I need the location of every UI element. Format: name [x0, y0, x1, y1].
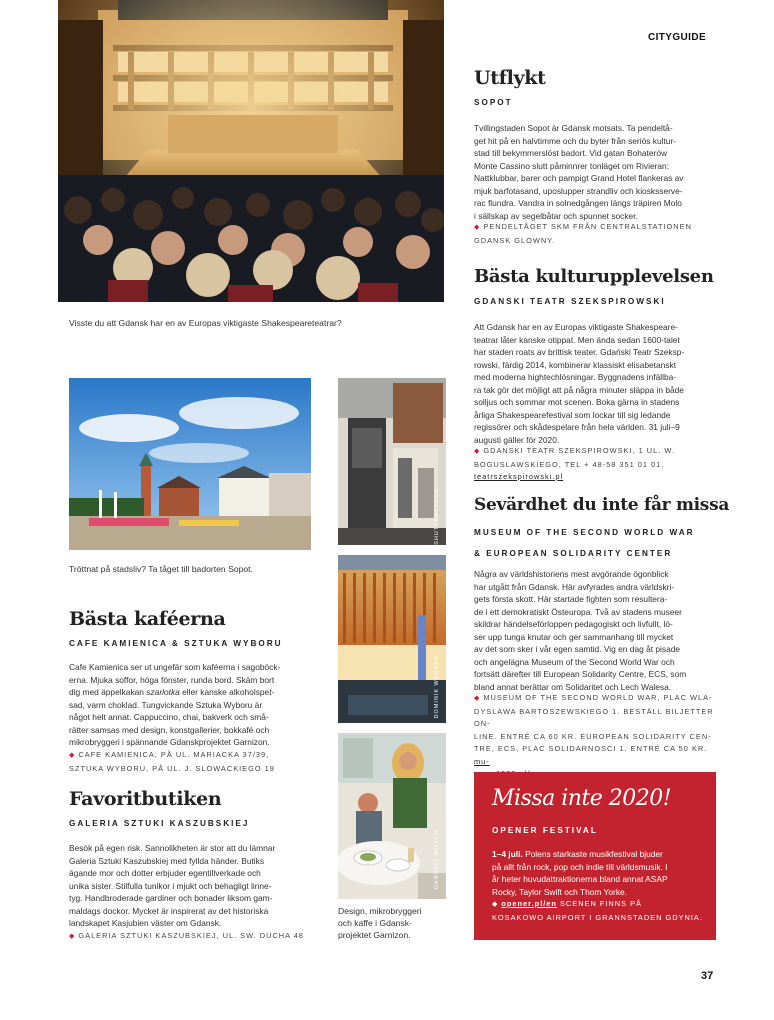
missa-info: [492, 898, 714, 924]
theatre-website-link[interactable]: teatrszekspirowski.pl: [474, 472, 564, 481]
missa-body: [492, 848, 708, 898]
body-line: har staden roats av brittisk teater. Gdański Teatr Szeksp-: [474, 347, 685, 357]
theatre-caption: Visste du att Gdansk har en av Europas viktigaste Shakespeareteatrar?: [69, 318, 342, 328]
photo-credit-2: DOMINIK WERNER: [434, 655, 440, 719]
body-line: mjuk barfotasand, uposlupper strandliv och kiosksserve-: [474, 185, 683, 196]
diamond-bullet-icon: ◆: [69, 752, 76, 759]
body-line: ägande mor och dotter erbjuder egentillverkade och: [69, 868, 261, 878]
body-line: Cafe Kamienica ser ut ungefär som kaféerna i sagoböck-: [69, 662, 281, 672]
body-line: maldags dockor. Mycket är inspirerat av det historiska: [69, 905, 269, 916]
body-line: och angelägna Museum of the Second World War och: [474, 656, 675, 667]
utflykt-kicker: SOPOT: [474, 98, 513, 107]
info-line: GALERIA SZTUKI KASZUBSKIEJ, UL. SW. DUCHA 48: [78, 931, 304, 940]
butik-kicker: GALERIA SZTUKI KASZUBSKIEJ: [69, 819, 250, 828]
theatre-illustration: [58, 0, 444, 302]
kafe-info: [69, 749, 319, 775]
cafe-illustration: [338, 733, 446, 899]
body-line: årliga Shakespearefestival som lockar till sig ledande: [474, 409, 671, 420]
photo-credit-1: SHUTTERSTOCK: [434, 488, 440, 545]
butik-body: [69, 842, 311, 930]
body-line: fortsätt därefter till European Solidarity Centre, ECS, som: [474, 669, 687, 679]
body-line: något helt annat. Cappuccino, chai, bakverk och små-: [69, 712, 269, 722]
diamond-bullet-icon: ◆: [69, 933, 76, 940]
body-line: unika sister. Stilfulla tunikor i mjukt och behagligt linne-: [69, 880, 272, 891]
info-line: BOGUSLAWSKIEGO, TEL + 48-58 351 01 01,: [474, 459, 665, 469]
butik-heading: Favoritbutiken: [69, 788, 222, 810]
body-line: augusti gäller för 2020.: [474, 434, 560, 445]
body-line: stad till bekymmerslöst badort. Vid gatan Bohaterów: [474, 148, 668, 158]
body-fragment: Polens starkaste musikfestival bjuder: [525, 849, 663, 859]
diamond-bullet-icon: ◆: [474, 695, 481, 702]
info-line: GDANSKI TEATR SZEKSPIROWSKI, 1 UL. W.: [483, 446, 675, 455]
kultur-info: [474, 445, 724, 484]
body-line: mikrobryggeri i spännande Gdanskprojektet Garnizon.: [69, 737, 270, 747]
body-line: sad, varm choklad. Tungvickande Sztuka Wyboru är: [69, 699, 263, 710]
festival-date: 1–4 juli.: [492, 849, 523, 859]
diamond-bullet-icon: ◆: [474, 224, 481, 231]
missa-inte-box: [474, 772, 716, 940]
ecs-illustration: [338, 555, 446, 723]
missa-script-title: Missa inte 2020!: [492, 786, 672, 811]
kultur-heading: Bästa kulturupplevelsen: [474, 266, 714, 287]
info-line: MUSEUM OF THE SECOND WORLD WAR, PLAC WLA-: [483, 693, 713, 702]
info-line: CAFE KAMIENICA, PÅ UL. MARIACKA 37/39,: [78, 750, 270, 759]
body-line: i sällskap av segelbåtar och spunnet socker.: [474, 210, 638, 221]
info-line: PENDELTÅGET SKM FRÅN CENTRALSTATIONEN: [483, 222, 692, 231]
kicker-line: & EUROPEAN SOLIDARITY CENTER: [474, 549, 673, 558]
info-line: GDANSK GLOWNY.: [474, 235, 556, 245]
info-line: SZTUKA WYBORU, PÅ UL. J. SLOWACKIEGO 19: [69, 763, 275, 773]
sevardhet-kicker: [474, 522, 695, 564]
museum-photo: [338, 378, 446, 545]
body-line: Besök på egen risk. Sannolikheten är stor att du lämnar: [69, 843, 276, 853]
info-line: SCENEN FINNS PÅ: [560, 899, 642, 908]
body-line: med moderna hightechlösningar. Byggnadens infällba-: [474, 372, 677, 382]
kafe-kicker: CAFE KAMIENICA & SZTUKA WYBORU: [69, 639, 283, 648]
garnizon-caption-line: projektet Garnizon.: [338, 930, 411, 940]
body-line: landskapet Kasjubien väster om Gdansk.: [69, 918, 222, 928]
section-label: CITYGUIDE: [648, 32, 707, 43]
utflykt-heading: Utflykt: [474, 67, 546, 89]
body-line: Tvillingstaden Sopot är Gdansk motsats. Ta pendeltå-: [474, 123, 673, 133]
museum-illustration: [338, 378, 446, 545]
garnizon-caption: [338, 905, 448, 941]
body-line: rac flundra. Vandra in solnedgången längs träpiren Molo: [474, 198, 682, 208]
body-line: Några av världshistoriens mest avgörande ögonblick: [474, 569, 669, 579]
body-line: ser upp tunga knutar och ger sammanhang till mycket: [474, 631, 674, 642]
kafe-heading: Bästa kaféerna: [69, 608, 226, 630]
utflykt-info: [474, 221, 724, 247]
photo-credit-3: DARIUSZ WOJCIK: [434, 828, 440, 890]
body-line: ra tak gör det möjligt att på några minuter släppa in både: [474, 384, 684, 395]
body-line: skildrar händelseförloppen pedagogiskt och livfullt, lö-: [474, 619, 673, 629]
butik-info: [69, 930, 319, 944]
sevardhet-heading: Sevärdhet du inte får missa: [474, 495, 730, 515]
diamond-bullet-icon: ◆: [492, 901, 499, 908]
body-line: rätter samsas med design, konstgallerier, bokkafé och: [69, 724, 270, 735]
body-line: gets första skott. Här startade fighten som resultera-: [474, 594, 668, 604]
body-line: de i ett demokratiskt Östeuropa. Två av stadens museer: [474, 606, 682, 617]
body-line: get hit på en halvtimme och du byter från seriös kultur-: [474, 135, 677, 146]
garnizon-caption-line: Design, mikrobryggeri: [338, 906, 422, 916]
page-number: 37: [701, 970, 714, 982]
body-line: erna. Mjuka soffor, höga fönster, runda bord. Skäm bort: [69, 674, 275, 685]
sopot-caption: Tröttnat på stadsliv? Ta tåget till badorten Sopot.: [69, 564, 253, 574]
missa-kicker: OPENER FESTIVAL: [492, 826, 598, 835]
body-line: har utgått från Gdansk. Här avfyrades andra världskri-: [474, 581, 675, 592]
cafe-photo: [338, 733, 446, 899]
body-line: av det som sker i vår egen samtid. Vig en dag åt pisade: [474, 644, 681, 654]
body-line: på allt från rock, pop och indie till världsmusik. I: [492, 861, 668, 872]
sopot-photo: [69, 378, 311, 550]
kultur-kicker: GDANSKI TEATR SZEKSPIROWSKI: [474, 297, 666, 306]
kafe-body: [69, 661, 311, 749]
kultur-body: [474, 321, 716, 446]
info-line: TRE, ECS, PLAC SOLIDARNOSCI 1. ENTRÉ CA 50 KR.: [474, 744, 708, 753]
ecs-photo: [338, 555, 446, 723]
body-line: Monte Cassino slutt påminnrer tonläget om Rivieran:: [474, 160, 670, 171]
info-line: DYSLAWA BARTOSZEWSKIEGO 1. BESTÄLL BILJETTER ON-: [474, 706, 714, 728]
body-line: år heter huvudattraktionerna bland annat ASAP: [492, 874, 668, 884]
body-line: Nattklubbar, barer och pampigt Grand Hotel flankeras av: [474, 173, 684, 183]
body-line: Galeria Sztuki Kaszubskiej med fyllda händer. Butiks: [69, 855, 265, 866]
sevardhet-info: [474, 692, 724, 781]
body-line: Rocky, Taylor Swift och Thom Yorke.: [492, 886, 627, 897]
diamond-bullet-icon: ◆: [474, 448, 481, 455]
info-line: KOSAKOWO AIRPORT I GRANNSTADEN GDYNIA.: [492, 912, 703, 922]
info-line: LINE. ENTRÉ CA 60 KR. EUROPEAN SOLIDARITY CEN-: [474, 731, 712, 741]
body-line: bland annat berättar om Solidaritet och Lech Walesa.: [474, 681, 672, 692]
festival-website-link[interactable]: opener.pl/en: [501, 899, 557, 908]
italic-word: szarlotka: [146, 687, 180, 697]
body-line: regissörer och skådespelare från hela världen. 31 juli–9: [474, 422, 680, 432]
sopot-illustration: [69, 378, 311, 550]
sevardhet-body: [474, 568, 716, 693]
body-fragment: dig med äppelkakan: [69, 687, 144, 697]
body-fragment: eller kanske alkoholspet-: [182, 687, 275, 697]
museum-website-link[interactable]: mu-: [474, 756, 490, 766]
theatre-photo: [58, 0, 444, 302]
body-line: Att Gdansk har en av Europas viktigaste Shakespeare-: [474, 322, 678, 332]
body-line: solljus och sommar mot scenen. Boka gärna in stadens: [474, 397, 680, 407]
garnizon-caption-line: och kaffe i Gdansk-: [338, 918, 412, 928]
utflykt-body: [474, 122, 716, 222]
kicker-line: MUSEUM OF THE SECOND WORLD WAR: [474, 528, 695, 537]
body-line: rowski, färdig 2014, kombinerar klassiskt elisabetanskt: [474, 359, 677, 370]
body-line: tyg. Handbroderade gardiner och bonader liksom gam-: [69, 893, 273, 903]
body-line: teatrar låter kanske otippat. Men ända sedan 1600-talet: [474, 334, 680, 345]
